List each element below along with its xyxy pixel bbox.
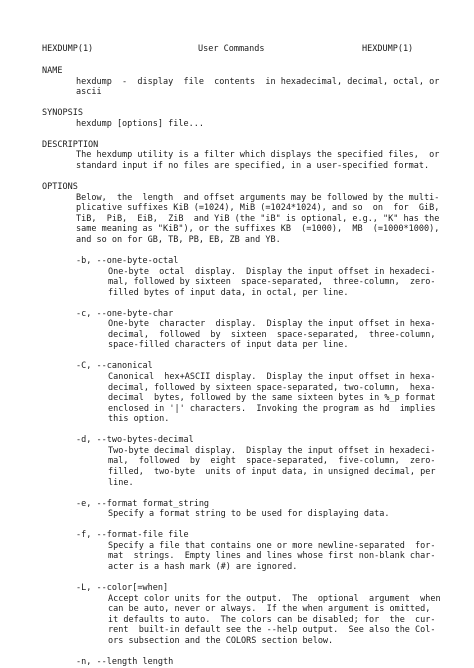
option-description-line: decimal, followed by sixteen space-separated, three-column, [108, 329, 436, 340]
body-text-line: -b, --one-byte-octal [76, 255, 179, 266]
option-description-line: decimal bytes, followed by the same sixteen bytes in %_p format [108, 393, 436, 404]
body-text-line: hexdump [options] file... [76, 118, 204, 129]
option-description-line: can be auto, never or always. If the when argument is omitted, [108, 604, 431, 614]
body-text-line: TiB, PiB, EiB, ZiB and YiB (the "iB" is optional, e.g., "K" has the [76, 213, 440, 224]
body-text-line: -C, --canonical [76, 361, 153, 372]
section-heading: SYNOPSIS [42, 108, 83, 119]
option-description-line: Canonical hex+ASCII display. Display the input offset in hexa- [108, 372, 436, 382]
option-description-line: mat strings. Empty lines and lines whose first non-blank char- [108, 551, 436, 562]
body-text-line: and so on for GB, TB, PB, EB, ZB and YB. [76, 234, 281, 245]
header-left: HEXDUMP(1) [42, 44, 94, 54]
option-description-line: decimal, followed by sixteen space-separated, two-column, hexa- [108, 382, 436, 393]
option-description-line: enclosed in '|' characters. Invoking the program as hd implies [108, 403, 436, 414]
option-description-line: filled, two-byte units of input data, in unsigned decimal, per [108, 466, 436, 477]
body-text-line: -c, --one-byte-char [76, 308, 174, 319]
option-description-line: filled bytes of input data, in octal, per line. [108, 287, 349, 298]
option-description-line: rent built-in default see the --help output. See also the Col- [108, 625, 436, 636]
option-description-line: it defaults to auto. The colors can be disabled; for the cur- [108, 614, 436, 625]
section-heading: DESCRIPTION [42, 139, 99, 150]
option-description-line: Specify a file that contains one or more newline-separated for- [108, 540, 436, 551]
option-description-line: this option. [108, 414, 170, 425]
section-heading: NAME [42, 66, 63, 76]
body-text-line: -e, --format format_string [76, 498, 210, 509]
body-text-line: -f, --format-file file [76, 530, 189, 541]
option-description-line: space-filled characters of input data per line. [108, 340, 349, 351]
option-description-line: Accept color units for the output. The optional argument when [108, 593, 441, 604]
body-text-line: ascii [76, 87, 102, 98]
body-text-line: -d, --two-bytes-decimal [76, 435, 194, 446]
header-right: HEXDUMP(1) [362, 44, 414, 54]
option-description-line: Two-byte decimal display. Display the input offset in hexadeci- [108, 445, 436, 456]
body-text-line: hexdump - display file contents in hexadecimal, decimal, octal, or [76, 76, 440, 87]
option-description-line: mal, followed by sixteen space-separated, three-column, zero- [108, 277, 436, 287]
option-description-line: Specify a format string to be used for displaying data. [108, 509, 390, 520]
option-description-line: One-byte character display. Display the input offset in hexa- [108, 319, 436, 330]
body-text-line: The hexdump utility is a filter which displays the specified files, or [76, 150, 440, 161]
option-description-line: mal, followed by eight space-separated, five-column, zero- [108, 456, 436, 467]
option-description-line: One-byte octal display. Display the input offset in hexadeci- [108, 266, 436, 277]
option-description-line: line. [108, 477, 134, 488]
body-text-line: Below, the length and offset arguments may be followed by the multi- [76, 192, 440, 203]
body-text-line: -L, --color[=when] [76, 583, 169, 593]
option-description-line: acter is a hash mark (#) are ignored. [108, 561, 298, 572]
option-description-line: ors subsection and the COLORS section below. [108, 635, 334, 646]
section-heading: OPTIONS [42, 182, 78, 193]
header-center: User Commands [198, 44, 265, 54]
body-text-line: plicative suffixes KiB (=1024), MiB (=1024*1024), and so on for GiB, [76, 203, 440, 214]
body-text-line: same meaning as "KiB"), or the suffixes KB (=1000), MB (=1000*1000), [76, 224, 440, 235]
body-text-line: -n, --length length [76, 656, 174, 667]
body-text-line: standard input if no files are specified, in a user-specified format. [76, 161, 430, 171]
